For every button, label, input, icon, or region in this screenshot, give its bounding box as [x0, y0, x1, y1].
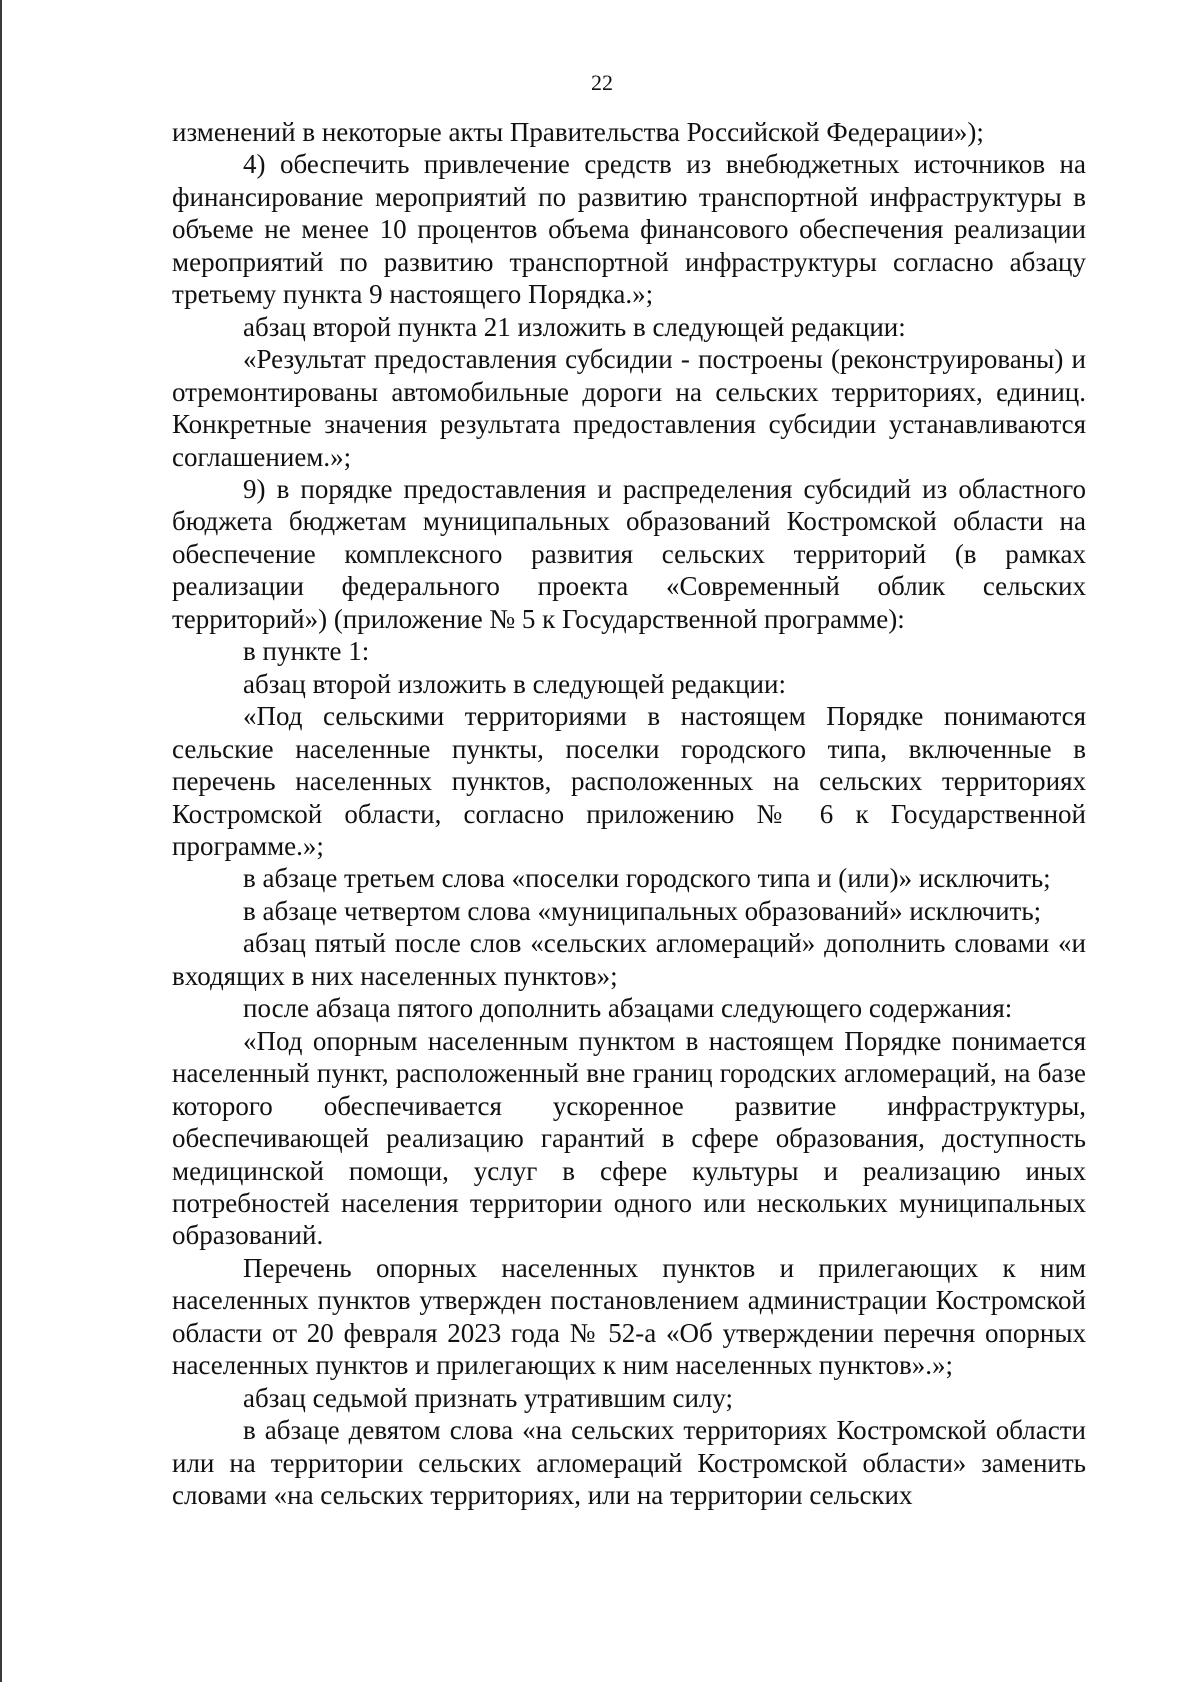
paragraph: в абзаце четвертом слова «муниципальных образований» исключить;	[243, 895, 1042, 926]
paragraph: абзац второй изложить в следующей редакции:	[243, 668, 786, 699]
paragraph: Перечень опорных населенных пунктов и прилегающих к ним населенных пунктов утвержден постановлением администрации Костромской области от 20 февраля 2023 года № 52-а «Об утверждении перечня опорных населенных пунктов и прилегающих к ним населенных пунктов».»;	[172, 1252, 1086, 1381]
paragraph: «Под опорным населенным пунктом в настоящем Порядке понимается населенный пункт, расположенный вне границ городских агломераций, на базе которого обеспечивается ускоренное развитие инфраструктуры, обеспечивающей реализацию гарантий в сфере образования, доступность медицинской помощи, услуг в сфере культуры и реализацию иных потребностей населения территории одного или нескольких муниципальных образований.	[172, 1025, 1086, 1251]
paragraph: абзац второй пункта 21 изложить в следующей редакции:	[243, 311, 906, 342]
paragraph: 9) в порядке предоставления и распределения субсидий из областного бюджета бюджетам муниципальных образований Костромской области на обеспечение комплексного развития сельских территорий (в рамках реализации федерального проекта «Современный облик сельских территорий») (приложение № 5 к Государственной программе):	[172, 473, 1086, 634]
page-number: 22	[591, 70, 613, 95]
paragraph: в абзаце третьем слова «поселки городского типа и (или)» исключить;	[243, 863, 1051, 894]
paragraph: «Результат предоставления субсидии - построены (реконструированы) и отремонтированы автомобильные дороги на сельских территориях, единиц. Конкретные значения результата предоставления субсидии устанавливаются соглашением.»;	[172, 344, 1086, 472]
paragraph: «Под сельскими территориями в настоящем Порядке понимаются сельские населенные пункты, поселки городского типа, включенные в перечень населенных пунктов, расположенных на сельских территориях Костромской области, согласно приложению № 6 к Государственной программе.»;	[172, 701, 1086, 861]
paragraph: после абзаца пятого дополнить абзацами следующего содержания:	[243, 993, 1013, 1024]
paragraph: в абзаце девятом слова «на сельских территориях Костромской области или на территории сельских агломераций Костромской области» заменить словами «на сельских территориях, или на территории сельских	[172, 1415, 1086, 1511]
paragraph: 4) обеспечить привлечение средств из внебюджетных источников на финансирование мероприятий по развитию транспортной инфраструктуры в объеме не менее 10 процентов объема финансового обеспечения реализации мероприятий по развитию транспортной инфраструктуры согласно абзацу третьему пункта 9 настоящего Порядка.»;	[172, 149, 1086, 310]
paragraph: изменений в некоторые акты Правительства Российской Федерации»);	[172, 117, 984, 147]
body-text	[172, 116, 1086, 1511]
paragraph: абзац седьмой признать утратившим силу;	[243, 1382, 734, 1413]
paragraph: в пункте 1:	[243, 636, 370, 667]
paragraph: абзац пятый после слов «сельских агломераций» дополнить словами «и входящих в них населенных пунктов»;	[172, 928, 1086, 991]
